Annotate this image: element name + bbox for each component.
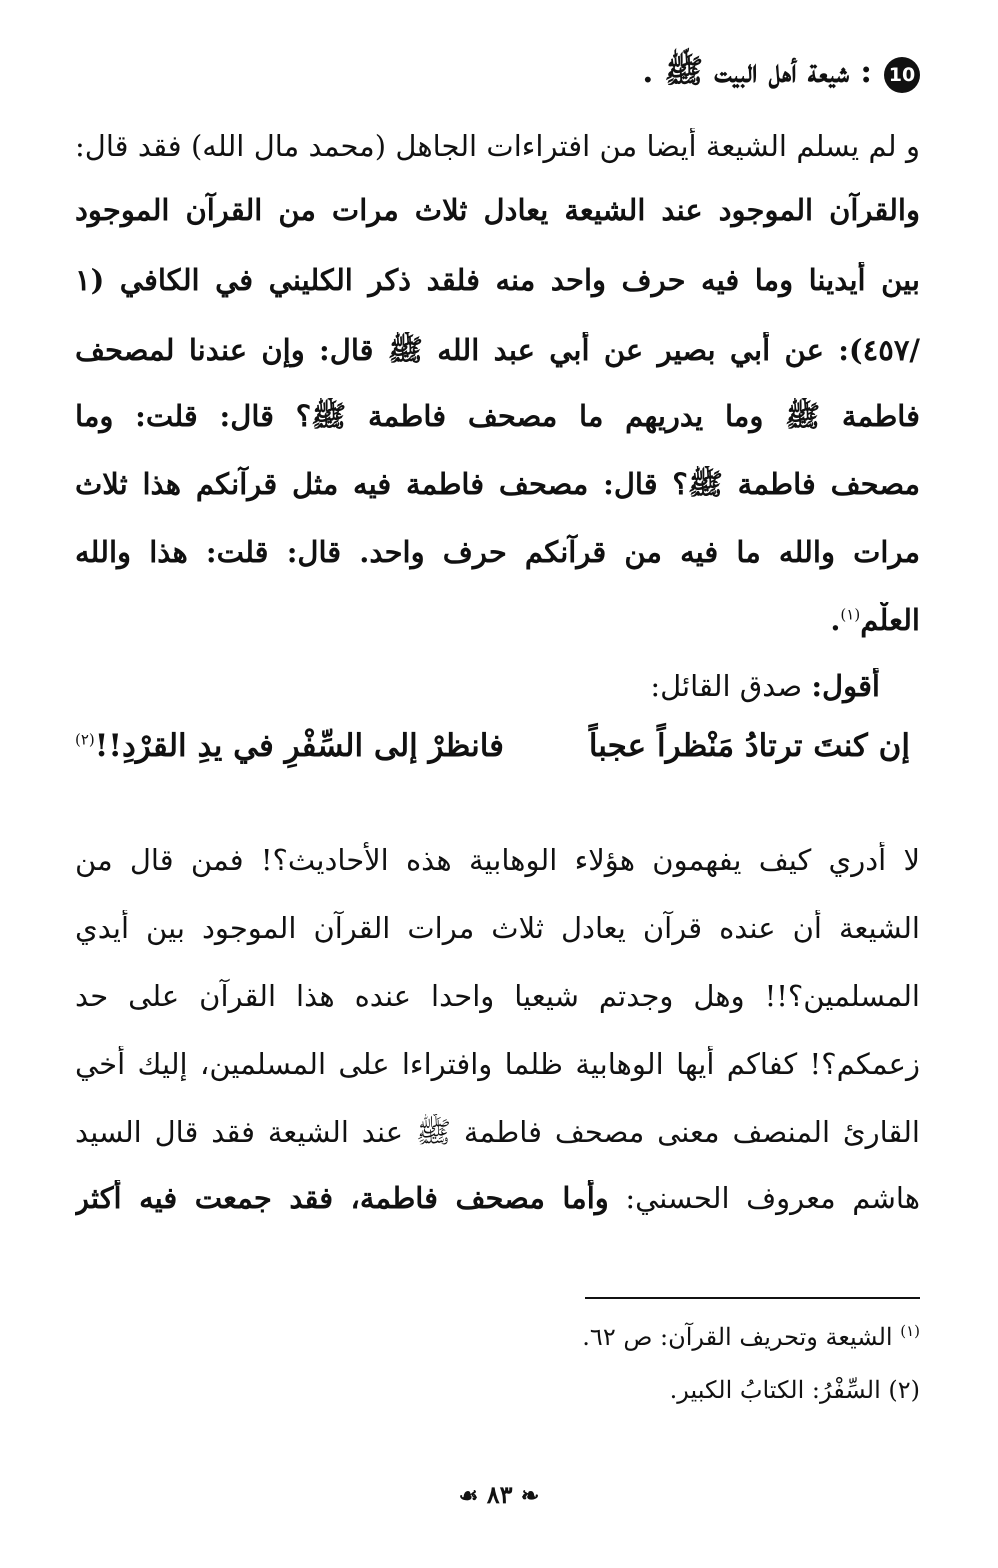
para1-line-6: مصحف فاطمة ﷺ؟ قال: مصحف فاطمة فيه مثل قرآنكم هذا ثلاث — [75, 467, 920, 501]
para2-line-5: القارئ المنصف معنى مصحف فاطمة ﷺ عند الشيعة فقد قال السيد — [75, 1115, 920, 1149]
footnote-2-text: السِّفْرُ: الكتابُ الكبير. — [669, 1376, 889, 1404]
verse-first-hemistich: إن كنتَ ترتادُ مَنْظراً عجباً — [588, 728, 910, 764]
underlined-quote-2: بين أيدينا وما فيه حرف واحد منه فلقد ذكر الكليني في الكافي (١ — [75, 263, 920, 298]
ornament-left-icon: ☙ — [458, 1483, 479, 1509]
footnote-2-ref: (٢) — [888, 1376, 920, 1404]
para1-line-7: مرات والله ما فيه من قرآنكم حرف واحد. قال: قلت: هذا والله — [75, 535, 920, 569]
footnote-divider — [585, 1297, 920, 1299]
para1-line-2 — [75, 192, 920, 228]
para1-last-word: العلْم — [860, 603, 920, 637]
section-heading — [642, 52, 920, 98]
page-number — [0, 1480, 998, 1509]
para2-line-1: لا أدري كيف يفهمون هؤلاء الوهابية هذه الأحاديث؟! فمن قال من — [75, 843, 920, 877]
footnote-2 — [75, 1376, 920, 1404]
para2-line-2: الشيعة أن عنده قرآن يعادل ثلاث مرات القرآن الموجود بين أيدي — [75, 911, 920, 945]
para2-line-6-bold: وأما مصحف فاطمة، فقد جمعت فيه أكثر — [75, 1181, 609, 1215]
section-number-badge: 10 — [884, 57, 920, 93]
para1-line-1: و لم يسلم الشيعة أيضا من افتراءات الجاهل (محمد مال الله) فقد قال: — [75, 129, 920, 163]
verse-second-hemistich-wrap — [75, 728, 504, 764]
footnote-1 — [75, 1322, 920, 1351]
section-title: : شيعة أهل البيت ﷺ . — [642, 52, 872, 90]
para2-line-3: المسلمين؟!! وهل وجدتم شيعيا واحدا عنده هذا القرآن على حد — [75, 979, 920, 1013]
aqulu-text: صدق القائل: — [650, 669, 812, 703]
poem-verse — [75, 728, 920, 764]
para1-line-8 — [75, 602, 920, 638]
footnote-ref-1: (١) — [840, 605, 861, 624]
para1-end-punct: . — [830, 603, 841, 637]
ornament-right-icon: ❧ — [520, 1483, 540, 1509]
aqulu-label: أقول: — [811, 669, 880, 703]
para2-line-4: زعمكم؟! كفاكم أيها الوهابية ظلما وافتراءا على المسلمين، إليك أخي — [75, 1047, 920, 1081]
para1-line-3 — [75, 262, 920, 298]
para1-line-4: /٤٥٧): عن أبي بصير عن أبي عبد الله ﷺ قال: وإن عندنا لمصحف — [75, 333, 920, 367]
underlined-quote-1: والقرآن الموجود عند الشيعة يعادل ثلاث مرات من القرآن الموجود — [75, 193, 920, 228]
page-number-text: ٨٣ — [486, 1480, 513, 1509]
para1-line-5: فاطمة ﷺ وما يدريهم ما مصحف فاطمة ﷺ؟ قال: قلت: وما — [75, 399, 920, 433]
aqulu-line — [75, 668, 880, 704]
footnote-ref-2: (٢) — [75, 730, 95, 749]
para2-line-6 — [75, 1180, 920, 1216]
footnote-1-text: الشيعة وتحريف القرآن: ص ٦٢. — [582, 1323, 901, 1351]
footnote-1-ref: (١) — [900, 1322, 920, 1340]
para2-line-6-normal: هاشم معروف الحسني: — [608, 1181, 920, 1215]
verse-second-hemistich: فانظرْ إلى السِّفْرِ في يدِ القرْدِ!! — [94, 728, 504, 764]
